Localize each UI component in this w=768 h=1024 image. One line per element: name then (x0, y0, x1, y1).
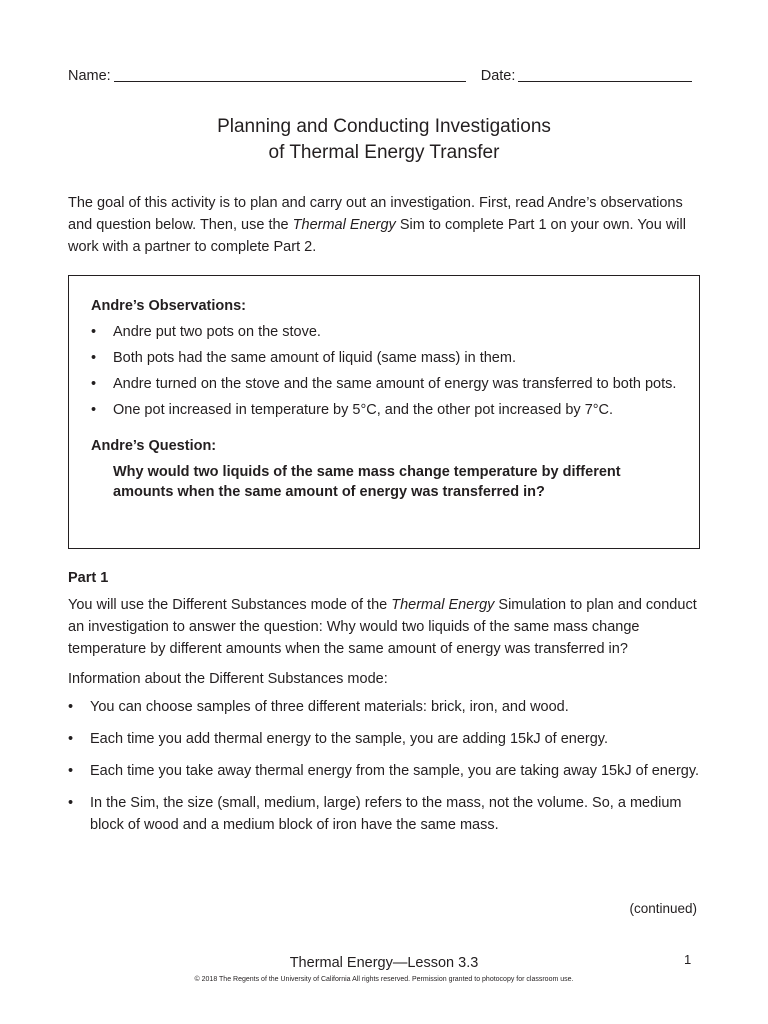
date-label: Date: (480, 68, 516, 84)
date-field[interactable] (518, 66, 692, 82)
question-heading: Andre’s Question: (91, 438, 217, 454)
footer-lesson-title: Thermal Energy—Lesson 3.3 (289, 955, 479, 971)
observations-box (68, 275, 700, 549)
page-title (68, 114, 700, 166)
continued-note: (continued) (629, 901, 697, 916)
observations-heading: Andre’s Observations: (91, 298, 246, 314)
name-field[interactable] (114, 66, 466, 82)
intro-sim-name: Thermal Energy (292, 217, 396, 233)
observations-list (91, 322, 677, 420)
part-1-sim-name: Thermal Energy (391, 597, 495, 613)
title-line-2: of Thermal Energy Transfer (268, 142, 500, 163)
intro-text-a: The goal of this activity is to plan and carry out an investigation. First, read Andre’s observations and question below. Then, use the (68, 195, 683, 233)
intro-paragraph (68, 192, 700, 258)
part-1-text-b: Simulation to plan and conduct an investigation to answer the question: Why would two liquids of the same mass change temperature by different amounts when the same amount of energy was transferred in? (68, 597, 697, 657)
part-1-section (68, 568, 700, 846)
info-heading: Information about the Different Substances mode: (68, 671, 388, 687)
info-item: • In the Sim, the size (small, medium, large) refers to the mass, not the volume. So, a medium block of wood and a medium block of iron have the same mass. (68, 792, 700, 836)
date-group (481, 66, 693, 86)
observation-item: • One pot increased in temperature by 5°C, and the other pot increased by 7°C. (91, 400, 677, 420)
observation-item: • Andre turned on the stove and the same amount of energy was transferred to both pots. (91, 374, 677, 394)
title-line-1: Planning and Conducting Investigations (217, 116, 551, 137)
part-1-paragraph (68, 594, 700, 660)
question-text: Why would two liquids of the same mass change temperature by different amounts when the same amount of energy was transferred in? (113, 464, 621, 500)
observation-item: • Both pots had the same amount of liquid (same mass) in them. (91, 348, 677, 368)
name-date-header (68, 66, 700, 86)
copyright-notice: © 2018 The Regents of the University of California All rights reserved. Permission granted to photocopy for classroom use. (194, 976, 574, 983)
info-item: • You can choose samples of three different materials: brick, iron, and wood. (68, 696, 700, 718)
part-1-text-a: You will use the Different Substances mode of the (68, 597, 392, 613)
page-number: 1 (684, 952, 692, 967)
intro-text-b: Sim to complete Part 1 on your own. You will work with a partner to complete Part 2. (68, 217, 686, 255)
info-item: • Each time you take away thermal energy from the sample, you are taking away 15kJ of energy. (68, 760, 700, 782)
observation-item: • Andre put two pots on the stove. (91, 322, 677, 342)
name-label: Name: (68, 68, 111, 84)
part-1-heading: Part 1 (68, 570, 109, 586)
info-list (68, 696, 700, 836)
info-item: • Each time you add thermal energy to the sample, you are adding 15kJ of energy. (68, 728, 700, 750)
